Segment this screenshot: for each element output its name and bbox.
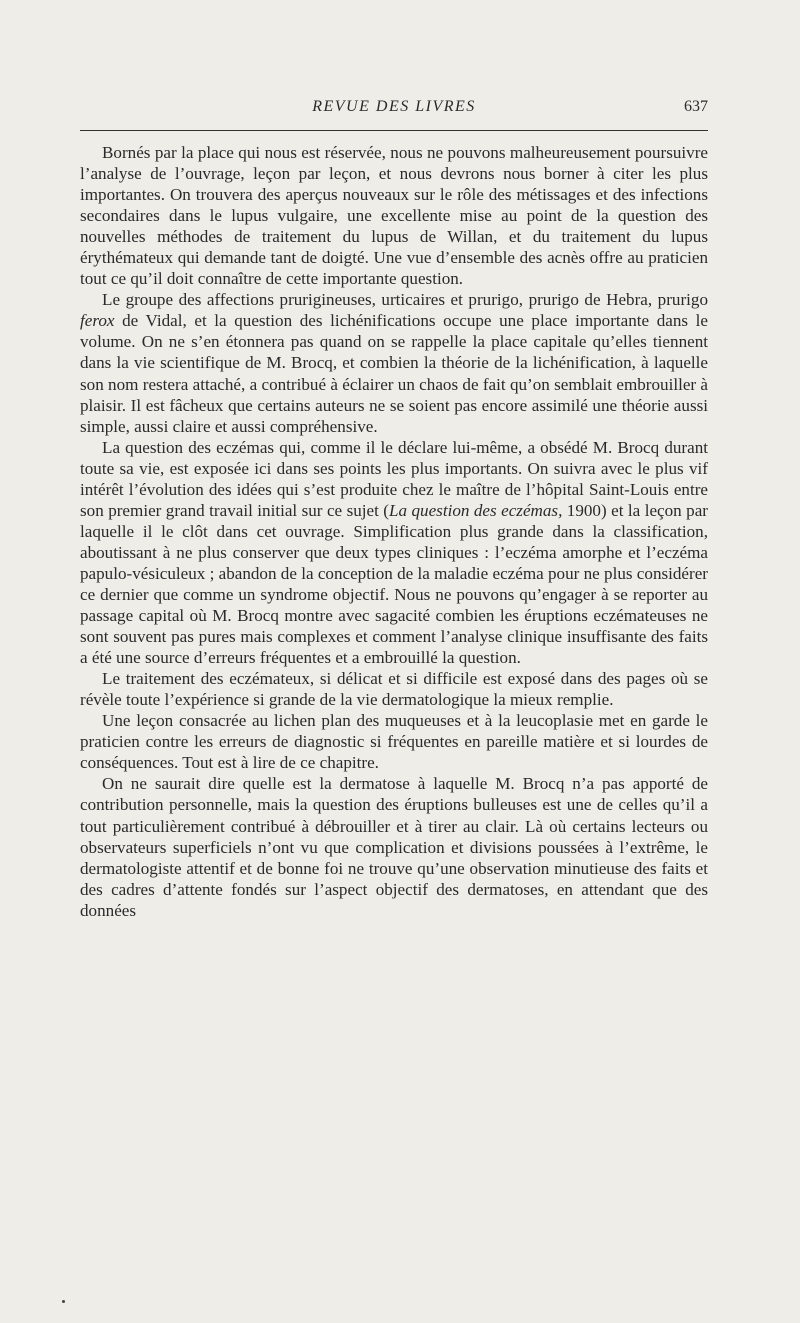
italic-run: ferox	[80, 311, 115, 331]
text-run: Une leçon consacrée au lichen plan des muqueuses et à la leucoplasie met en garde le praticien contre les erreurs de diagnostic si fréquentes en pareille matière et si lourdes de conséquences. Tout est à lire de ce chapitre.	[80, 711, 708, 773]
text-run: On ne saurait dire quelle est la dermatose à laquelle M. Brocq n’a pas apporté de contribution personnelle, mais la question des éruptions bulleuses est une de celles qu’il a tout particulièrement contribué à débrouiller et à tirer au clair. Là où certains lecteurs ou observateurs superficiels n’ont vu que complication et divisions poussées à l’extrême, le dermatologiste attentif et de bonne foi ne trouve qu’une observation minutieuse des faits et des cadres d’attente fondés sur l’aspect objectif des dermatoses, en attendant que des données	[80, 774, 708, 920]
paragraph	[80, 668, 708, 710]
paragraph	[80, 289, 708, 436]
italic-run: La question des eczémas,	[389, 500, 563, 520]
text-run: Le traitement des eczémateux, si délicat et si difficile est exposé dans des pages où se révèle toute l’expérience si grande de la vie dermatologique la mieux remplie.	[80, 669, 708, 710]
header-rule	[80, 130, 708, 131]
text-run: de Vidal, et la question des lichénifications occupe une place importante dans le volume. On ne s’en étonnera pas quand on se rappelle la place capitale qu’elles tiennent dans la vie scientifique de M. Brocq, et combien la théorie de la lichénification, à laquelle son nom restera attaché, a contribué à éclairer un chaos de fait qu’on semblait embrouiller à plaisir. Il est fâcheux que certains auteurs ne se soient pas encore assimilé une théorie aussi simple, aussi claire et aussi compréhensive.	[80, 311, 708, 436]
text-run: 1900) et la leçon par laquelle il le clôt dans cet ouvrage. Simplification plus grande dans la classification, aboutissant à ne plus conserver que deux types cliniques : l’eczéma amorphe et l’eczéma papulo-vésiculeux ; abandon de la conception de la maladie eczéma pour ne plus considérer ce dernier que comme un syndrome objectif. Nous ne pouvons qu’engager à se reporter au passage capital où M. Brocq montre avec sagacité combien les éruptions eczémateuses ne sont souvent pas pures mais complexes et comment l’analyse clinique insuffisante des faits a été une source d’erreurs fréquentes et a embrouillé la question.	[80, 500, 708, 668]
paragraph	[80, 710, 708, 773]
paragraph	[80, 773, 708, 920]
page-header	[80, 98, 708, 122]
paragraph	[80, 437, 708, 669]
text-run: Le groupe des affections prurigineuses, urticaires et prurigo, prurigo de Hebra, prurigo	[102, 290, 708, 310]
print-speck	[62, 1300, 65, 1303]
paragraph	[80, 142, 708, 289]
running-title: REVUE DES LIVRES	[312, 98, 476, 115]
text-run: Bornés par la place qui nous est réservée, nous ne pouvons malheureusement poursuivre l’analyse de l’ouvrage, leçon par leçon, et nous devrons nous borner à citer les plus importantes. On trouvera des aperçus nouveaux sur le rôle des métissages et des infections secondaires dans le lupus vulgaire, une excellente mise au point de la question des nouvelles méthodes de traitement du lupus de Willan, et du traitement du lupus érythémateux qui demande tant de doigté. Une vue d’ensemble des acnès offre au praticien tout ce qu’il doit connaître de cette importante question.	[80, 143, 708, 289]
text-run: La question des eczémas qui, comme il le déclare lui-même, a obsédé M. Brocq durant toute sa vie, est exposée ici dans ses points les plus importants. On suivra avec le plus vif intérêt l’évolution des idées qui s’est produite chez le maître de l’hôpital Saint-Louis entre son premier grand travail initial sur ce sujet (	[80, 437, 708, 520]
page-number: 637	[684, 98, 708, 115]
body-text	[80, 142, 708, 921]
